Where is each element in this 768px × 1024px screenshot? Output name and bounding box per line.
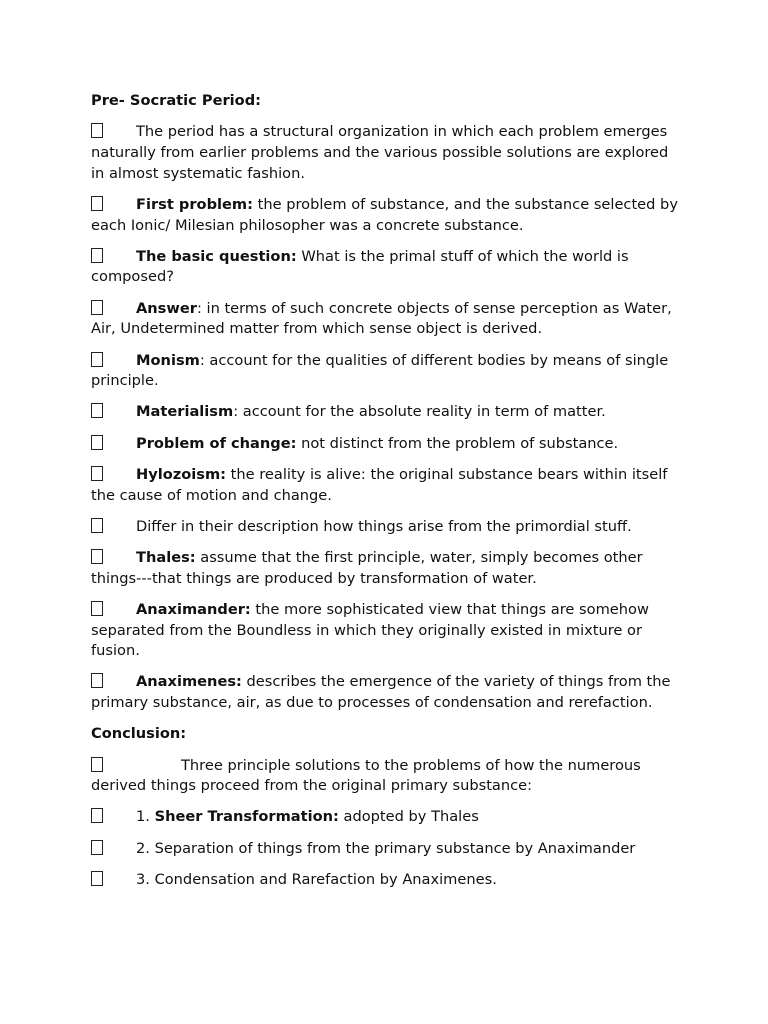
item-text: describes the emergence of the variety of things from the primary substance, air, as due to processes of condensation and rerefaction. bbox=[91, 673, 671, 712]
list-item bbox=[91, 600, 681, 662]
conclusion-item bbox=[91, 839, 681, 860]
conclusion-item bbox=[91, 870, 681, 891]
item-term: Problem of change: bbox=[136, 434, 297, 452]
bullet-icon bbox=[91, 601, 103, 616]
item-term: Monism bbox=[136, 351, 200, 369]
conclusion-prefix: 3. Condensation and Rarefaction by Anaximenes. bbox=[136, 870, 497, 888]
list-item bbox=[91, 351, 681, 392]
list-item bbox=[91, 672, 681, 713]
item-text: assume that the first principle, water, simply becomes other things---that things are produced by transformation of water. bbox=[91, 548, 643, 587]
item-term: Anaximenes: bbox=[136, 673, 242, 691]
conclusion-prefix: 1. bbox=[136, 808, 155, 826]
conclusion-prefix: 2. Separation of things from the primary substance by Anaximander bbox=[136, 839, 636, 857]
item-term: Materialism bbox=[136, 403, 234, 421]
item-text: not distinct from the problem of substance. bbox=[296, 434, 619, 452]
item-text: : account for the absolute reality in term of matter. bbox=[233, 403, 606, 421]
bullet-icon bbox=[91, 248, 103, 263]
bullet-icon bbox=[91, 808, 103, 823]
list-item bbox=[91, 247, 681, 288]
bullet-icon bbox=[91, 196, 103, 211]
bullet-icon bbox=[91, 352, 103, 367]
bullet-icon bbox=[91, 300, 103, 315]
section-title: Pre- Socratic Period: bbox=[91, 92, 261, 109]
bullet-icon bbox=[91, 403, 103, 418]
list-item bbox=[91, 195, 681, 236]
item-text: : in terms of such concrete objects of sense perception as Water, Air, Undetermined matter from which sense object is derived. bbox=[91, 299, 672, 338]
item-text: The period has a structural organization in which each problem emerges naturally from earlier problems and the various possible solutions are explored in almost systematic fashion. bbox=[91, 123, 669, 182]
conclusion-intro-text: Three principle solutions to the problems of how the numerous derived things proceed from the original primary substance: bbox=[91, 756, 641, 795]
item-text: the more sophisticated view that things are somehow separated from the Boundless in which they originally existed in mixture or fusion. bbox=[91, 600, 649, 660]
bullet-icon bbox=[91, 435, 103, 450]
document-page bbox=[91, 91, 681, 901]
bullet-icon bbox=[91, 840, 103, 855]
item-term: Answer bbox=[136, 299, 197, 317]
item-term: Hylozoism: bbox=[136, 465, 227, 483]
item-text: : account for the qualities of different bodies by means of single principle. bbox=[91, 351, 669, 390]
conclusion-item bbox=[91, 807, 681, 828]
bullet-icon bbox=[91, 549, 103, 564]
list-item bbox=[91, 402, 681, 423]
item-text: the problem of substance, and the substance selected by each Ionic/ Milesian philosopher was a concrete substance. bbox=[91, 195, 678, 234]
bullet-icon bbox=[91, 871, 103, 886]
conclusion-intro bbox=[91, 756, 681, 797]
list-item bbox=[91, 434, 681, 455]
bullet-icon bbox=[91, 757, 103, 772]
list-item bbox=[91, 465, 681, 506]
bullet-icon bbox=[91, 466, 103, 481]
item-text: Differ in their description how things arise from the primordial stuff. bbox=[136, 517, 632, 535]
item-term: First problem: bbox=[136, 195, 253, 213]
list-item bbox=[91, 122, 681, 184]
conclusion-term: Sheer Transformation: bbox=[154, 808, 339, 826]
bullet-icon bbox=[91, 673, 103, 688]
conclusion-text: adopted by Thales bbox=[338, 808, 479, 826]
item-term: The basic question: bbox=[136, 247, 297, 265]
list-item bbox=[91, 517, 681, 538]
item-text: What is the primal stuff of which the world is composed? bbox=[91, 247, 629, 286]
item-text: the reality is alive: the original substance bears within itself the cause of motion and change. bbox=[91, 465, 668, 504]
list-item bbox=[91, 548, 681, 589]
item-term: Anaximander: bbox=[136, 600, 251, 618]
bullet-icon bbox=[91, 518, 103, 533]
bullet-icon bbox=[91, 123, 103, 138]
conclusion-heading: Conclusion: bbox=[91, 725, 187, 743]
item-term: Thales: bbox=[136, 548, 196, 566]
list-item bbox=[91, 299, 681, 340]
